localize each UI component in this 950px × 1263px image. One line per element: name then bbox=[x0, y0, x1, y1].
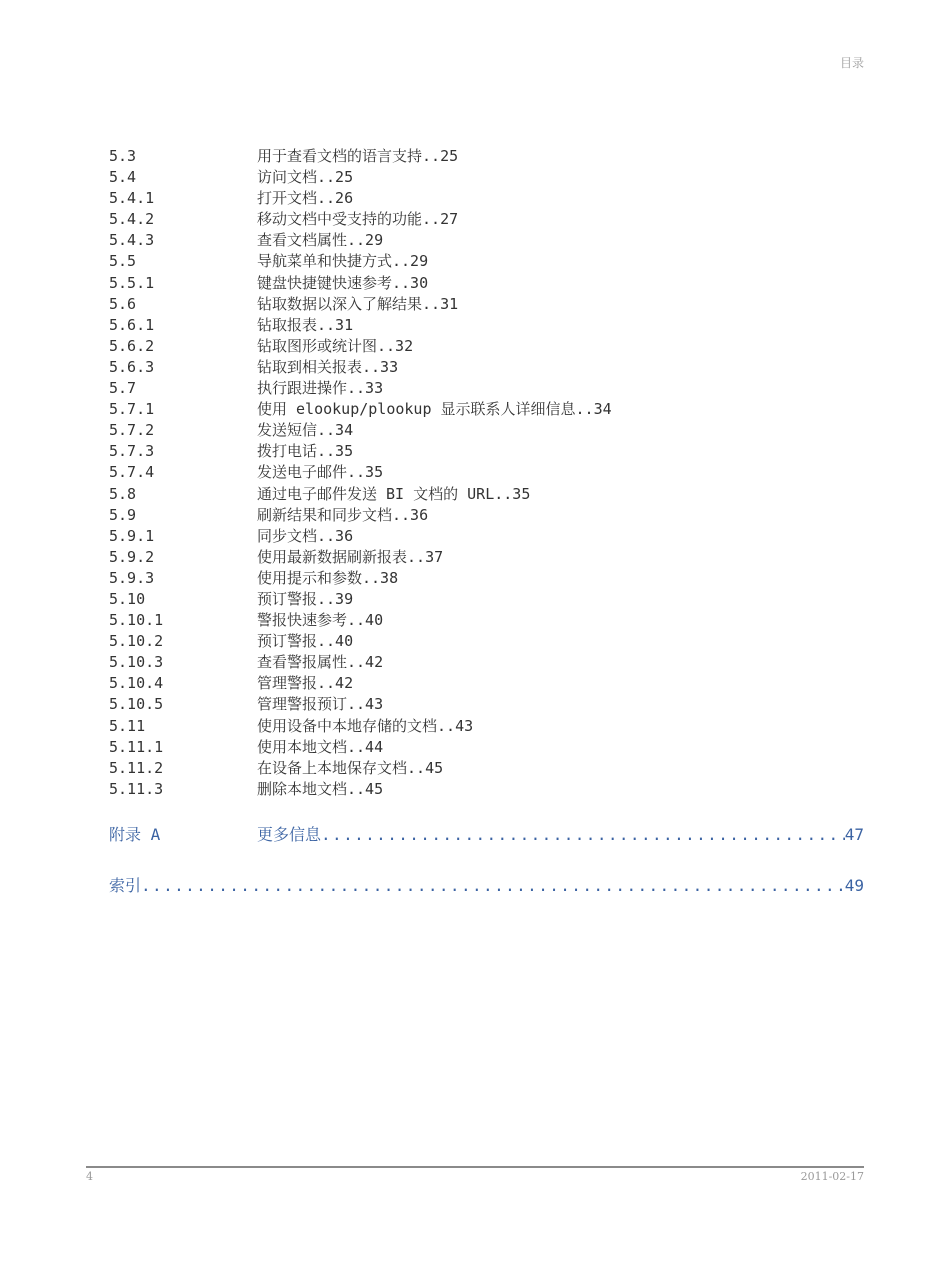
toc-entry-number: 5.7.2 bbox=[109, 421, 155, 440]
toc-entry[interactable] bbox=[109, 779, 864, 800]
toc-entry[interactable] bbox=[109, 251, 864, 272]
toc-entry[interactable] bbox=[109, 399, 864, 420]
toc-entry-title: 钻取图形或统计图..32 bbox=[257, 336, 414, 355]
toc-entry-title: 用于查看文档的语言支持..25 bbox=[257, 147, 459, 165]
toc-entry-title: 发送电子邮件..35 bbox=[257, 463, 384, 482]
toc-entry[interactable] bbox=[109, 526, 864, 547]
toc-entry-title: 刷新结果和同步文档..36 bbox=[257, 505, 429, 524]
appendix-number: 附录 A bbox=[109, 825, 161, 844]
toc-entry-title: 钻取数据以深入了解结果..31 bbox=[257, 294, 459, 313]
toc-entry-number: 5.10.1 bbox=[109, 611, 164, 630]
toc-entry-title: 拨打电话..35 bbox=[257, 442, 354, 461]
toc-entry-title: 管理警报..42 bbox=[257, 674, 354, 693]
toc-entry-title: 预订警报..40 bbox=[257, 632, 354, 651]
toc-entry-title: 通过电子邮件发送 BI 文档的 URL..35 bbox=[257, 484, 531, 503]
toc-entry-title: 预订警报..39 bbox=[257, 589, 354, 608]
toc-entry-number: 5.4 bbox=[109, 168, 137, 187]
toc-index-link[interactable] bbox=[109, 875, 864, 897]
appendix-page-number: 47 bbox=[844, 825, 864, 844]
toc-entry-number: 5.9.2 bbox=[109, 547, 155, 566]
toc-entry-number: 5.7.3 bbox=[109, 442, 155, 461]
toc-entry[interactable] bbox=[109, 547, 864, 568]
toc-entry-title: 执行跟进操作..33 bbox=[257, 379, 384, 398]
toc-entry-title: 访问文档..25 bbox=[257, 168, 354, 187]
toc-entry-number: 5.4.2 bbox=[109, 210, 155, 229]
toc-entry[interactable] bbox=[109, 716, 864, 737]
toc-entry-number: 5.4.1 bbox=[109, 189, 155, 208]
toc-entry-number: 5.6.3 bbox=[109, 357, 155, 376]
toc-entry-title: 使用设备中本地存储的文档..43 bbox=[257, 716, 474, 735]
toc-entry-title: 使用最新数据刷新报表..37 bbox=[257, 547, 444, 566]
dot-leader bbox=[321, 824, 845, 846]
footer-divider bbox=[86, 1166, 864, 1168]
toc-entry-title: 钻取报表..31 bbox=[257, 315, 354, 334]
toc-entry[interactable] bbox=[109, 230, 864, 251]
toc-entry[interactable] bbox=[109, 673, 864, 694]
toc-entry[interactable] bbox=[109, 188, 864, 209]
toc-entry[interactable] bbox=[109, 631, 864, 652]
toc-entry[interactable] bbox=[109, 357, 864, 378]
toc-entry-title: 打开文档..26 bbox=[257, 189, 354, 208]
header-section-title: 目录 bbox=[839, 56, 864, 70]
toc-entry[interactable] bbox=[109, 420, 864, 441]
toc-entry[interactable] bbox=[109, 589, 864, 610]
toc-entry[interactable] bbox=[109, 652, 864, 673]
toc-entry-number: 5.10.3 bbox=[109, 653, 164, 672]
toc-entry-number: 5.5.1 bbox=[109, 273, 155, 292]
toc-entry[interactable] bbox=[109, 462, 864, 483]
toc-entry-number: 5.11.2 bbox=[109, 758, 164, 777]
toc-entry[interactable] bbox=[109, 167, 864, 188]
toc-entry-number: 5.10.2 bbox=[109, 632, 164, 651]
toc-entry-number: 5.9.1 bbox=[109, 526, 155, 545]
toc-entry-title: 钻取到相关报表..33 bbox=[257, 357, 399, 376]
footer-page-number: 4 bbox=[86, 1170, 93, 1183]
toc-entry[interactable] bbox=[109, 378, 864, 399]
toc-entry-number: 5.6 bbox=[109, 294, 137, 313]
toc-entry[interactable] bbox=[109, 694, 864, 715]
toc-entry-number: 5.9.3 bbox=[109, 568, 155, 587]
toc-entry-number: 5.11 bbox=[109, 716, 146, 735]
toc-entry-number: 5.6.1 bbox=[109, 315, 155, 334]
toc-entry[interactable] bbox=[109, 315, 864, 336]
toc-entry[interactable] bbox=[109, 758, 864, 779]
toc-entry-title: 使用 elookup/plookup 显示联系人详细信息..34 bbox=[257, 400, 612, 419]
index-title: 索引 bbox=[109, 876, 142, 895]
toc-entry-title: 键盘快捷键快速参考..30 bbox=[257, 273, 429, 292]
toc-entry-number: 5.11.3 bbox=[109, 779, 164, 798]
toc-entry-title: 同步文档..36 bbox=[257, 526, 354, 545]
toc-entry-title: 查看警报属性..42 bbox=[257, 653, 384, 672]
toc-entry[interactable] bbox=[109, 610, 864, 631]
toc-appendix-link[interactable] bbox=[109, 824, 864, 846]
toc-entry-number: 5.11.1 bbox=[109, 737, 164, 756]
toc-entry-title: 在设备上本地保存文档..45 bbox=[257, 758, 444, 777]
toc-entry[interactable] bbox=[109, 209, 864, 230]
toc-entry-number: 5.7.4 bbox=[109, 463, 155, 482]
toc-entry-number: 5.5 bbox=[109, 252, 137, 271]
toc-entry-number: 5.10.4 bbox=[109, 674, 164, 693]
toc-entry-number: 5.4.3 bbox=[109, 231, 155, 250]
toc-entry[interactable] bbox=[109, 441, 864, 462]
toc-entry-title: 导航菜单和快捷方式..29 bbox=[257, 252, 429, 271]
toc-entry[interactable] bbox=[109, 484, 864, 505]
toc-entry-title: 查看文档属性..29 bbox=[257, 231, 384, 250]
toc-entry[interactable] bbox=[109, 294, 864, 315]
toc-entry-number: 5.7.1 bbox=[109, 400, 155, 419]
toc-entry-title: 使用提示和参数..38 bbox=[257, 568, 399, 587]
toc-entry[interactable] bbox=[109, 336, 864, 357]
toc-entry-number: 5.3 bbox=[109, 147, 137, 165]
toc-entry[interactable] bbox=[109, 737, 864, 758]
toc-entry-number: 5.10.5 bbox=[109, 695, 164, 714]
toc-entry-number: 5.9 bbox=[109, 505, 137, 524]
toc-entry-title: 移动文档中受支持的功能..27 bbox=[257, 210, 459, 229]
toc-entry-title: 使用本地文档..44 bbox=[257, 737, 384, 756]
dot-leader bbox=[141, 875, 845, 897]
toc-entry-title: 发送短信..34 bbox=[257, 421, 354, 440]
toc-entry-number: 5.7 bbox=[109, 379, 137, 398]
toc-entry[interactable] bbox=[109, 568, 864, 589]
toc-entry-title: 警报快速参考..40 bbox=[257, 611, 384, 630]
footer-date: 2011-02-17 bbox=[800, 1170, 864, 1183]
toc-entry[interactable] bbox=[109, 273, 864, 294]
toc-entry[interactable] bbox=[109, 146, 864, 167]
index-page-number: 49 bbox=[844, 876, 864, 895]
toc-entry-number: 5.10 bbox=[109, 589, 146, 608]
toc-list bbox=[109, 146, 864, 800]
toc-entry-title: 删除本地文档..45 bbox=[257, 779, 384, 798]
toc-entry-number: 5.6.2 bbox=[109, 336, 155, 355]
toc-entry-number: 5.8 bbox=[109, 484, 137, 503]
toc-entry-title: 管理警报预订..43 bbox=[257, 695, 384, 714]
toc-entry[interactable] bbox=[109, 505, 864, 526]
appendix-title: 更多信息 bbox=[257, 825, 322, 844]
